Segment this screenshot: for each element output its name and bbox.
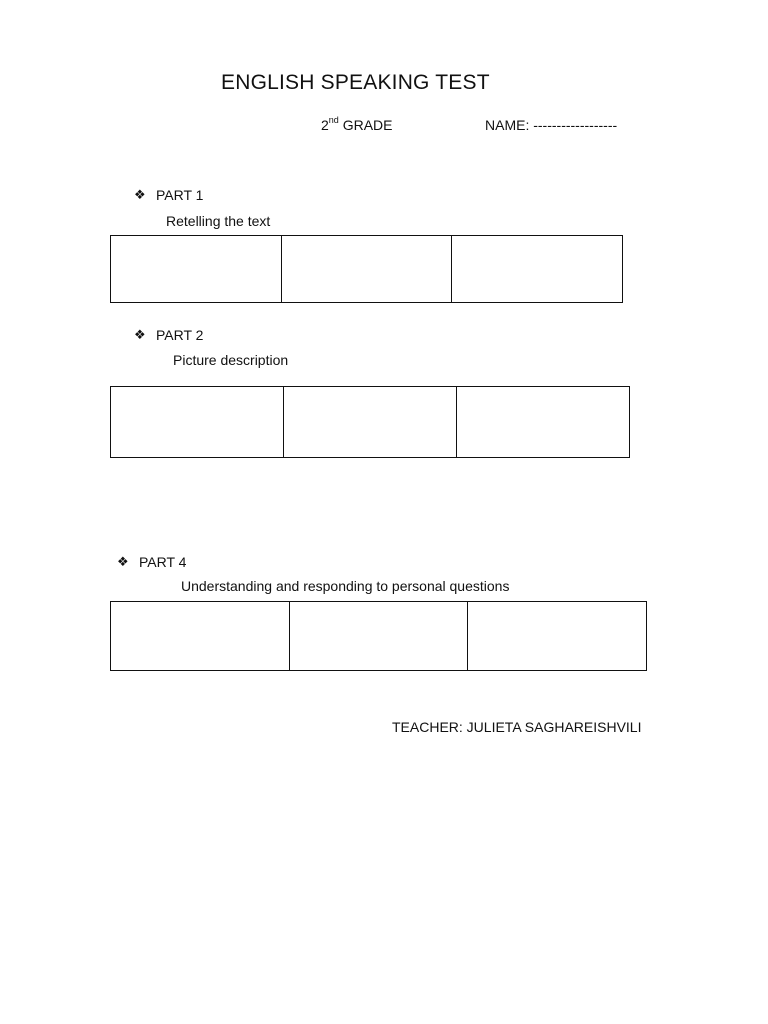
part-4-subtitle: Understanding and responding to personal questions — [181, 578, 510, 594]
part-2-subtitle: Picture description — [173, 352, 289, 368]
score-cell[interactable] — [284, 387, 457, 458]
score-cell[interactable] — [289, 602, 468, 671]
part-1-heading — [134, 187, 203, 203]
part-1-subtitle: Retelling the text — [166, 213, 271, 229]
page-title: ENGLISH SPEAKING TEST — [221, 71, 490, 94]
grade-number: 2 — [321, 117, 329, 133]
part-2-score-table — [110, 386, 630, 458]
part-1-score-table — [110, 235, 623, 303]
part-4-label: PART 4 — [139, 554, 187, 570]
diamond-bullet-icon: ❖ — [134, 187, 146, 202]
diamond-bullet-icon: ❖ — [134, 327, 146, 342]
grade-suffix: nd — [328, 115, 339, 126]
score-cell[interactable] — [457, 387, 630, 458]
part-4-heading — [117, 554, 186, 570]
score-cell[interactable] — [111, 387, 284, 458]
score-cell[interactable] — [452, 236, 623, 303]
score-cell[interactable] — [111, 236, 282, 303]
score-cell[interactable] — [111, 602, 290, 671]
name-field-label: NAME: ------------------ — [485, 117, 618, 133]
part-2-label: PART 2 — [156, 327, 204, 343]
diamond-bullet-icon: ❖ — [117, 554, 129, 569]
score-cell[interactable] — [468, 602, 647, 671]
part-4-score-table — [110, 601, 647, 671]
score-cell[interactable] — [281, 236, 452, 303]
part-1-label: PART 1 — [156, 187, 204, 203]
grade-text: GRADE — [342, 117, 393, 133]
teacher-signature-line: TEACHER: JULIETA SAGHAREISHVILI — [392, 719, 642, 735]
part-2-heading — [134, 327, 203, 343]
grade-label — [321, 117, 393, 133]
